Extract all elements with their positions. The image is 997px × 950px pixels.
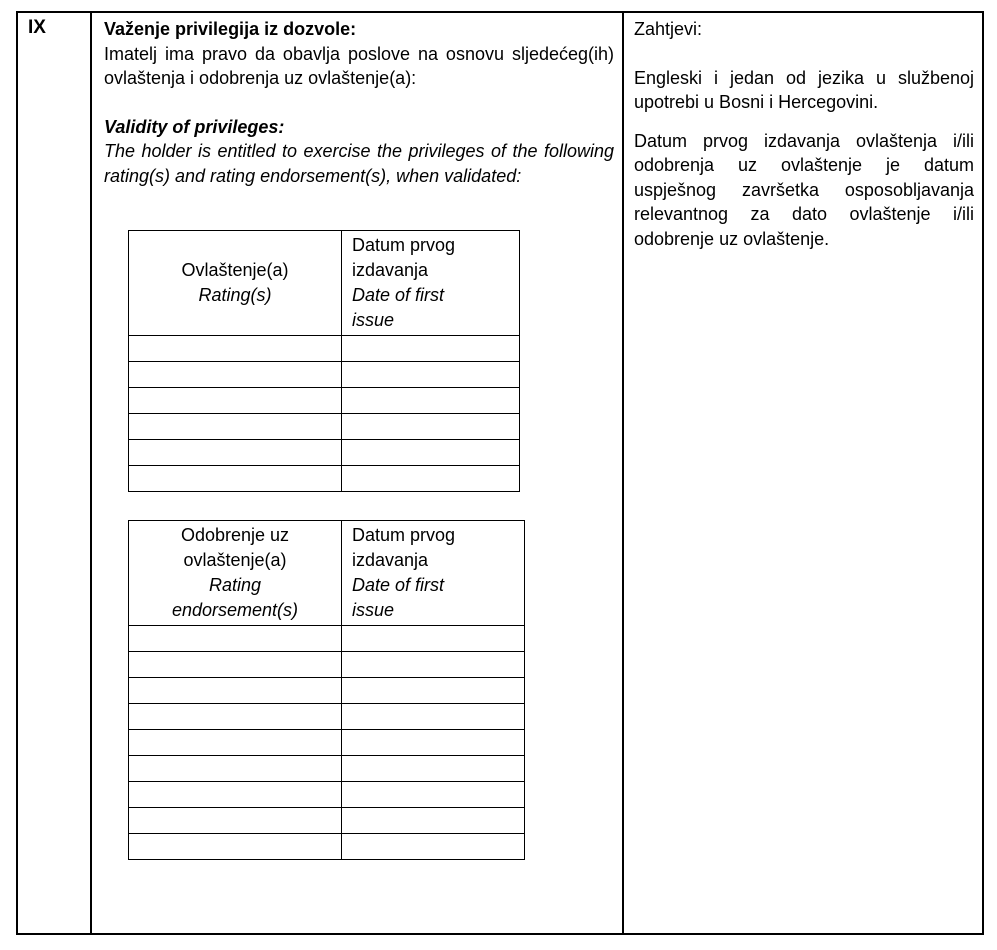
section-text-bs: Imatelj ima pravo da obavlja poslove na osnovu sljedećeg(ih) ovlaštenja i odobrenja uz ovlaštenje(a): — [104, 43, 614, 88]
date-cell[interactable] — [342, 782, 525, 808]
requirements-para-2: Datum prvog izdavanja ovlaštenja i/ili odobrenja uz ovlaštenje je datum uspješnog završetka osposobljavanja relevantnog za dato ovlaštenje i/ili odobrenje uz ovlaštenje. — [634, 130, 974, 249]
date-cell[interactable] — [342, 466, 520, 492]
table-row — [129, 388, 520, 414]
rating-cell[interactable] — [129, 730, 342, 756]
requirements-para-1: Engleski i jedan od jezika u službenoj upotrebi u Bosni i Hercegovini. — [634, 67, 974, 112]
date-cell[interactable] — [342, 414, 520, 440]
rating-cell[interactable] — [129, 336, 342, 362]
rating-cell[interactable] — [129, 678, 342, 704]
table-row — [129, 626, 525, 652]
table-row — [129, 704, 525, 730]
section-text-en: The holder is entitled to exercise the privileges of the following rating(s) and rating endorsement(s), when validated: — [104, 141, 614, 186]
rating-cell[interactable] — [129, 414, 342, 440]
ratings-col-header: Ovlaštenje(a) Rating(s) — [129, 231, 342, 336]
table-row — [129, 466, 520, 492]
rating-cell[interactable] — [129, 626, 342, 652]
table-row — [129, 678, 525, 704]
rating-cell[interactable] — [129, 782, 342, 808]
rating-cell[interactable] — [129, 808, 342, 834]
table-row — [129, 756, 525, 782]
requirements-cell — [634, 17, 974, 251]
date-cell[interactable] — [342, 756, 525, 782]
table-row — [129, 834, 525, 860]
requirements-heading: Zahtjevi: — [634, 19, 703, 39]
table-row — [129, 808, 525, 834]
rating-cell[interactable] — [129, 756, 342, 782]
date-cell[interactable] — [342, 704, 525, 730]
date-cell[interactable] — [342, 336, 520, 362]
date-cell[interactable] — [342, 626, 525, 652]
section-title-en: Validity of privileges: — [104, 116, 285, 137]
date-cell[interactable] — [342, 440, 520, 466]
endorsements-table-header — [129, 521, 525, 626]
date-cell[interactable] — [342, 808, 525, 834]
rating-cell[interactable] — [129, 440, 342, 466]
table-row — [129, 414, 520, 440]
table-row — [129, 440, 520, 466]
rating-cell[interactable] — [129, 388, 342, 414]
date-cell[interactable] — [342, 678, 525, 704]
privileges-cell — [104, 17, 614, 188]
date-col-header: Datum prvog izdavanja Date of first issue — [342, 231, 520, 336]
column-divider — [622, 13, 624, 933]
date-col-header: Datum prvog izdavanja Date of first issue — [342, 521, 525, 626]
endorsements-table — [128, 520, 525, 860]
ratings-table — [128, 230, 520, 492]
date-cell[interactable] — [342, 652, 525, 678]
section-title: Važenje privilegija iz dozvole: — [104, 19, 357, 39]
ratings-table-header — [129, 231, 520, 336]
table-row — [129, 652, 525, 678]
rating-cell[interactable] — [129, 704, 342, 730]
table-row — [129, 730, 525, 756]
date-cell[interactable] — [342, 730, 525, 756]
rating-cell[interactable] — [129, 466, 342, 492]
date-cell[interactable] — [342, 388, 520, 414]
date-cell[interactable] — [342, 834, 525, 860]
section-number: IX — [28, 17, 46, 38]
table-row — [129, 336, 520, 362]
date-cell[interactable] — [342, 362, 520, 388]
table-row — [129, 362, 520, 388]
column-divider — [90, 13, 92, 933]
rating-cell[interactable] — [129, 652, 342, 678]
rating-cell[interactable] — [129, 362, 342, 388]
endorsement-col-header: Odobrenje uz ovlaštenje(a) Rating endorsement(s) — [129, 521, 342, 626]
table-row — [129, 782, 525, 808]
rating-cell[interactable] — [129, 834, 342, 860]
